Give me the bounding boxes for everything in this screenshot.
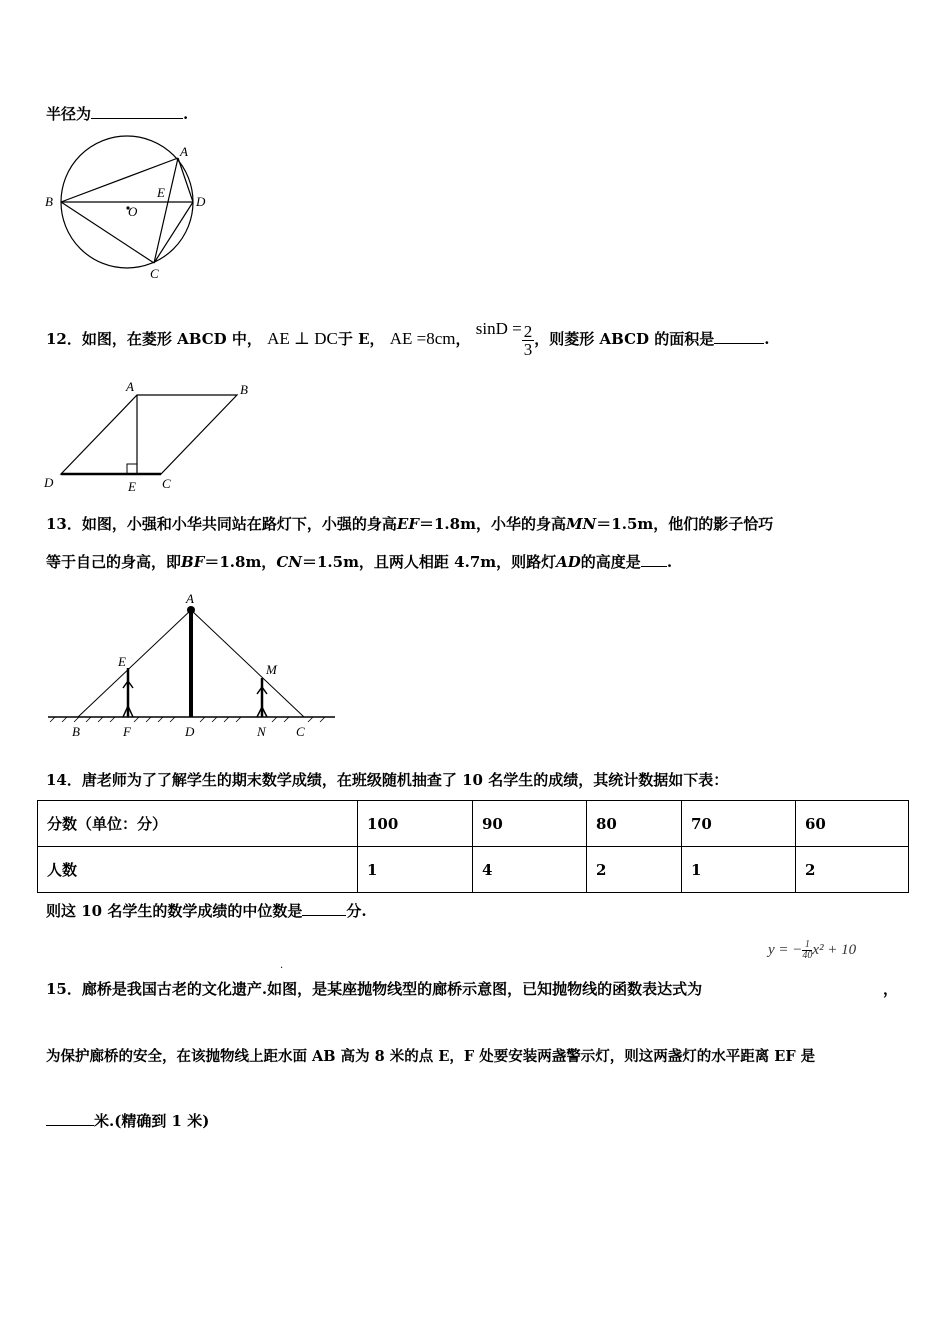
- q15-line2: 为保护廊桥的安全，在该抛物线上距水面 AB 高为 8 米的点 E，F 处要安装两盏警示灯，则这两盏灯的水平距离 EF 是: [46, 1048, 816, 1065]
- q12-math2: AE =8cm: [389, 329, 456, 348]
- table-cell: 1: [682, 847, 796, 893]
- table-cell: 90: [473, 801, 587, 847]
- q14-after: [46, 900, 367, 921]
- q12-suffix: .: [764, 330, 770, 348]
- q15-line1-end: ，: [883, 980, 899, 998]
- q15-line1: 15．廊桥是我国古老的文化遗产.如图，是某座抛物线型的廊桥示意图，已知抛物线的函数表达式为: [46, 980, 703, 998]
- label-f: F: [123, 724, 131, 739]
- line-ab: [78, 610, 191, 717]
- q13-l1-c: ＝1.5m，他们的影子恰巧: [596, 515, 774, 533]
- formula-y: y = −: [768, 941, 803, 958]
- q14-after-b: 分.: [346, 902, 367, 920]
- q13-cn: CN: [276, 553, 302, 571]
- label-d: D: [196, 194, 206, 209]
- formula-den: 40: [802, 950, 813, 961]
- table-cell: 2: [587, 847, 682, 893]
- table-cell: 1: [358, 847, 473, 893]
- label-o: O: [128, 204, 138, 219]
- q15-line3: [46, 1110, 209, 1131]
- q13-line1: [46, 513, 773, 534]
- label-c: C: [296, 724, 305, 739]
- table-cell: 4: [473, 847, 587, 893]
- q12-text2: 于 E，: [337, 330, 385, 348]
- q13-bf: BF: [181, 553, 205, 571]
- table-cell: 60: [796, 801, 909, 847]
- q13-l2-c: ＝1.5m，且两人相距 4.7m，则路灯: [301, 553, 557, 571]
- q13-ad: AD: [556, 553, 581, 571]
- q13-l1-a: 13．如图，小强和小华共同站在路灯下，小强的身高: [46, 515, 397, 533]
- rhombus-figure: [40, 375, 270, 495]
- label-d: D: [185, 724, 195, 739]
- table-cell: 100: [358, 801, 473, 847]
- line-ad: [178, 158, 193, 202]
- score-table: [37, 800, 909, 893]
- label-b: B: [72, 724, 80, 739]
- q13-suffix: .: [666, 553, 673, 571]
- label-d: D: [44, 475, 54, 490]
- label-a: A: [180, 144, 188, 159]
- label-e: E: [118, 654, 126, 669]
- q12-text: [46, 312, 769, 358]
- q12-frac-den: 3: [523, 339, 533, 359]
- q13-l2-d: 的高度是: [580, 553, 641, 571]
- q13-l1-b: ＝1.8m，小华的身高: [418, 515, 566, 533]
- label-a: A: [186, 591, 194, 606]
- label-e: E: [157, 185, 165, 200]
- label-e: E: [128, 479, 136, 494]
- circle-figure: [40, 130, 220, 285]
- right-angle-mark: [127, 464, 137, 474]
- q13-l2-b: ＝1.8m，: [204, 553, 277, 571]
- parabola-formula: [768, 940, 856, 961]
- q13-mn: MN: [565, 515, 597, 533]
- line-ac: [191, 610, 304, 717]
- answer-blank: [302, 901, 346, 916]
- q13-line2: [46, 551, 672, 572]
- table-row: [38, 801, 909, 847]
- label-m: M: [266, 662, 277, 677]
- table-cell: 人数: [38, 847, 358, 893]
- q14-intro: 14．唐老师为了了解学生的期末数学成绩，在班级随机抽查了 10 名学生的成绩，其统计数据如下表：: [46, 771, 729, 789]
- q14-after-a: 则这 10 名学生的数学成绩的中位数是: [46, 902, 303, 920]
- table-cell: 分数（单位：分）: [38, 801, 358, 847]
- label-b: B: [240, 382, 248, 397]
- label-b: B: [45, 194, 53, 209]
- q11-text: [46, 103, 188, 124]
- label-a: A: [126, 379, 134, 394]
- table-cell: 80: [587, 801, 682, 847]
- line-bc: [61, 202, 154, 263]
- stray-dot: .: [280, 960, 284, 971]
- q12-text1: 12．如图，在菱形 ABCD 中，: [46, 330, 262, 348]
- formula-num: 1: [802, 940, 812, 951]
- formula-rest: x² + 10: [812, 941, 857, 958]
- label-n: N: [257, 724, 266, 739]
- q13-l2-a: 等于自己的身高，即: [46, 553, 182, 571]
- answer-blank: [91, 104, 183, 119]
- q12-text4: ，则菱形 ABCD 的面积是: [534, 330, 715, 348]
- label-c: C: [162, 476, 171, 491]
- streetlamp-figure: [45, 590, 340, 745]
- line-cd: [154, 202, 193, 263]
- q12-math1: AE ⊥ DC: [267, 329, 338, 348]
- answer-blank: [46, 1111, 94, 1126]
- table-cell: 70: [682, 801, 796, 847]
- answer-blank: [641, 552, 667, 567]
- q12-sin: sinD =: [475, 319, 522, 338]
- answer-blank: [714, 329, 764, 344]
- q13-ef: EF: [396, 515, 419, 533]
- label-c: C: [150, 266, 159, 281]
- q11-suffix: .: [183, 105, 189, 123]
- q15-line3-a: 米.: [94, 1112, 115, 1130]
- q12-frac-num: 2: [523, 321, 533, 341]
- q12-fraction: [522, 323, 535, 358]
- q12-text3: ，: [455, 330, 471, 348]
- table-cell: 2: [796, 847, 909, 893]
- formula-fraction: [802, 940, 812, 961]
- q11-prefix: 半径为: [46, 105, 92, 123]
- q15-line3-b: (精确到 1 米): [114, 1112, 210, 1130]
- table-row: [38, 847, 909, 893]
- rhombus-abcd: [61, 395, 237, 474]
